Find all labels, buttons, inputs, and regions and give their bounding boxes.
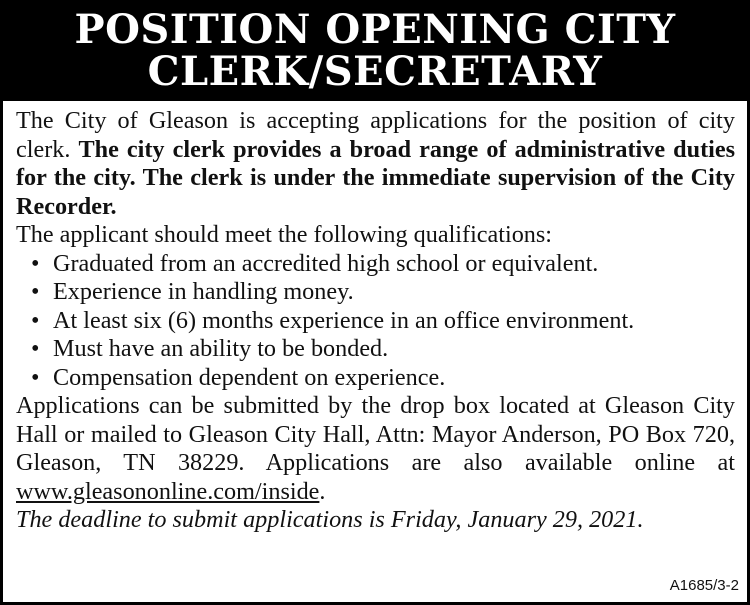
ad-title-line2: CLERK/SECRETARY [147, 48, 603, 95]
qualification-item [16, 335, 735, 364]
deadline-text: The deadline to submit applications is Friday, January 29, 2021. [16, 506, 644, 533]
bullet-icon: • [31, 278, 40, 305]
bullet-icon: • [31, 363, 40, 391]
qualification-text: Experience in handling money. [53, 278, 354, 305]
qualifications-list [16, 250, 735, 393]
applications-link-period: . [319, 477, 326, 505]
qualification-item [16, 250, 735, 279]
bullet-icon: • [31, 335, 40, 362]
applications-link[interactable]: www.gleasononline.com/inside [16, 477, 320, 505]
ad-title [13, 6, 737, 95]
qualification-item [16, 307, 735, 336]
intro-plain-text: The City of Gleason is accepting applications for the position of city clerk. [16, 107, 735, 163]
qualification-text: Compensation dependent on experience. [53, 363, 446, 391]
bullet-icon: • [31, 306, 40, 334]
qualification-item [16, 364, 735, 393]
bullet-icon: • [31, 249, 40, 277]
ad-header [3, 3, 747, 101]
qualifications-lead: The applicant should meet the following qualifications: [16, 221, 553, 248]
qualification-text: At least six (6) months experience in an office environment. [53, 306, 635, 334]
applications-text: Applications can be submitted by the drop box located at Gleason City Hall or mailed to Gleason City Hall, Attn: Mayor Anderson, PO Box 720, Gleason, TN 38229. Applications are also available online at [16, 392, 735, 476]
ad-title-line1: POSITION OPENING CITY [74, 6, 676, 53]
applications-paragraph [16, 392, 735, 506]
intro-paragraph [16, 107, 735, 221]
qualification-item [16, 278, 735, 307]
qualification-text: Graduated from an accredited high school or equivalent. [53, 249, 599, 277]
intro-bold-text: The city clerk provides a broad range of administrative duties for the city. The clerk is under the immediate supervision of the City Recorder. [16, 135, 736, 220]
ad-code: A1685/3-2 [669, 577, 739, 594]
ad-body [3, 101, 747, 535]
qualification-text: Must have an ability to be bonded. [53, 335, 389, 362]
